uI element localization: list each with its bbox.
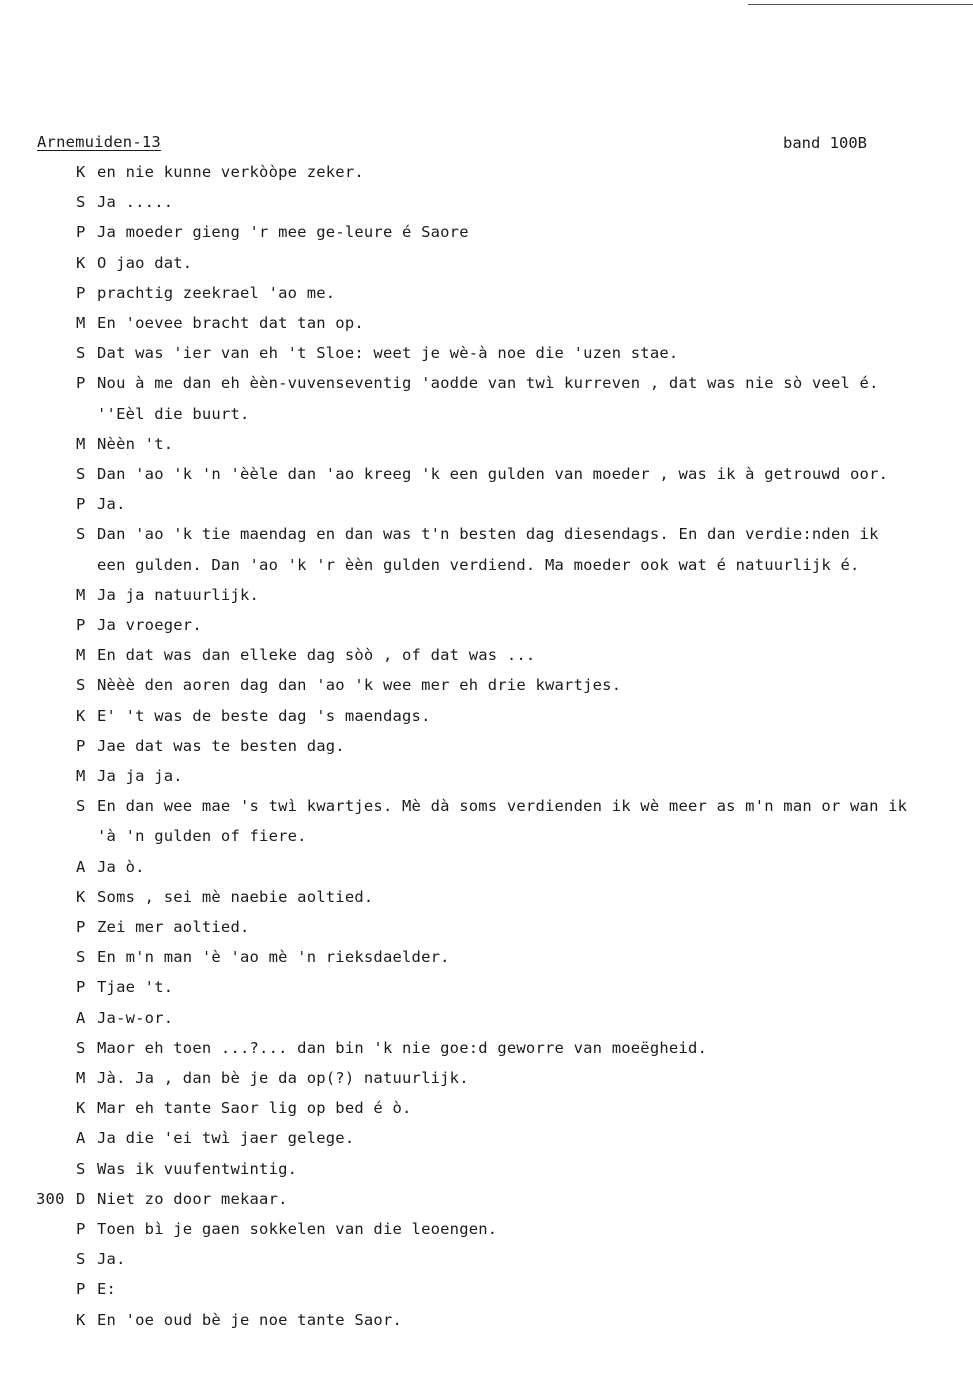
- line-number: 300: [36, 1189, 65, 1208]
- speaker-label: P: [76, 1220, 86, 1238]
- transcript-continuation: [0, 556, 973, 578]
- transcript-line: [0, 314, 973, 336]
- speaker-label: K: [76, 1310, 86, 1329]
- speaker-label: M: [76, 434, 86, 453]
- top-rule: [748, 4, 973, 5]
- speaker-label: M: [76, 1069, 86, 1087]
- transcript-line: [0, 586, 973, 608]
- utterance-text: Nèèè den aoren dag dan 'ao 'k wee mer eh drie kwartjes.: [97, 676, 622, 695]
- transcript-continuation: [0, 827, 973, 849]
- utterance-text: Ja.: [97, 495, 126, 514]
- utterance-text: Maor eh toen ...?... dan bin 'k nie goe:d geworre van moeëgheid.: [97, 1038, 708, 1057]
- speaker-label: K: [76, 163, 86, 181]
- speaker-label: K: [76, 1099, 86, 1118]
- speaker-label: D: [76, 1189, 86, 1208]
- transcript-line: [0, 1311, 973, 1333]
- speaker-label: A: [76, 1129, 86, 1148]
- transcript-line: [0, 163, 973, 185]
- speaker-label: S: [76, 948, 86, 967]
- speaker-label: M: [76, 585, 86, 604]
- transcript-line: [0, 918, 973, 940]
- speaker-label: P: [76, 1280, 86, 1299]
- speaker-label: P: [76, 374, 86, 393]
- transcript-line: [0, 767, 973, 789]
- utterance-text: Was ik vuufentwintig.: [97, 1159, 298, 1178]
- transcript-line: [0, 525, 973, 547]
- utterance-text: Ja ja ja.: [97, 767, 183, 785]
- transcript-line: [0, 888, 973, 910]
- transcript-line: [0, 495, 973, 517]
- utterance-text: Ja-w-or.: [97, 1008, 174, 1027]
- transcript-line: [0, 344, 973, 366]
- transcript-line: [0, 374, 973, 396]
- utterance-text: 'à 'n gulden of fiere.: [97, 827, 307, 846]
- speaker-label: K: [76, 253, 86, 272]
- speaker-label: P: [76, 283, 86, 302]
- speaker-label: P: [76, 918, 86, 936]
- transcript-line: [0, 254, 973, 276]
- transcript-line: [0, 797, 973, 819]
- transcript-line: [0, 1099, 973, 1121]
- utterance-text: Ja die 'ei twì jaer gelege.: [97, 1129, 355, 1148]
- utterance-text: E' 't was de beste dag 's maendags.: [97, 706, 431, 725]
- transcript-line: [0, 435, 973, 457]
- transcript-line: [0, 1190, 973, 1212]
- utterance-text: En 'oe oud bè je noe tante Saor.: [97, 1310, 403, 1329]
- utterance-text: Niet zo door mekaar.: [97, 1189, 288, 1208]
- utterance-text: En dan wee mae 's twì kwartjes. Mè dà soms verdienden ik wè meer as m'n man or wan ik: [97, 797, 908, 816]
- transcript-line: [0, 1039, 973, 1061]
- transcript-line: [0, 646, 973, 668]
- utterance-text: Ja vroeger.: [97, 616, 202, 634]
- utterance-text: Ja ò.: [97, 857, 145, 876]
- speaker-label: S: [76, 344, 86, 363]
- speaker-label: S: [76, 1250, 86, 1269]
- speaker-label: K: [76, 706, 86, 725]
- transcript-line: [0, 1160, 973, 1182]
- speaker-label: P: [76, 736, 86, 755]
- document-title: Arnemuiden-13: [37, 133, 161, 151]
- transcript-line: [0, 737, 973, 759]
- utterance-text: Ja ja natuurlijk.: [97, 585, 260, 604]
- transcript-line: [0, 978, 973, 1000]
- speaker-label: S: [76, 1159, 86, 1178]
- utterance-text: Jae dat was te besten dag.: [97, 736, 345, 755]
- utterance-text: Dan 'ao 'k 'n 'èèle dan 'ao kreeg 'k een gulden van moeder , was ik à getrouwd oor.: [97, 465, 889, 483]
- utterance-text: O jao dat.: [97, 253, 193, 272]
- utterance-text: E:: [97, 1280, 117, 1299]
- utterance-text: Ja.: [97, 1250, 126, 1269]
- transcript-line: [0, 223, 973, 245]
- utterance-text: Ja .....: [97, 193, 174, 212]
- transcript-line: [0, 1250, 973, 1272]
- speaker-label: P: [76, 223, 86, 242]
- speaker-label: P: [76, 495, 86, 514]
- utterance-text: prachtig zeekrael 'ao me.: [97, 283, 336, 302]
- transcript-line: [0, 465, 973, 487]
- utterance-text: En 'oevee bracht dat tan op.: [97, 314, 364, 332]
- speaker-label: S: [76, 1038, 86, 1057]
- transcript-line: [0, 1009, 973, 1031]
- transcript-line: [0, 193, 973, 215]
- speaker-label: A: [76, 1008, 86, 1027]
- speaker-label: P: [76, 978, 86, 997]
- transcript-line: [0, 1280, 973, 1302]
- utterance-text: Jà. Ja , dan bè je da op(?) natuurlijk.: [97, 1069, 469, 1087]
- utterance-text: Dat was 'ier van eh 't Sloe: weet je wè-à noe die 'uzen stae.: [97, 344, 679, 363]
- utterance-text: Zei mer aoltied.: [97, 918, 250, 936]
- band-label: band 100B: [783, 134, 867, 152]
- utterance-text: Nèèn 't.: [97, 434, 174, 453]
- utterance-text: En m'n man 'è 'ao mè 'n rieksdaelder.: [97, 948, 450, 967]
- utterance-text: Toen bì je gaen sokkelen van die leoengen.: [97, 1220, 498, 1238]
- speaker-label: A: [76, 857, 86, 876]
- utterance-text: En dat was dan elleke dag sòò , of dat was ...: [97, 646, 536, 665]
- speaker-label: S: [76, 676, 86, 695]
- transcript-line: [0, 1220, 973, 1242]
- speaker-label: S: [76, 797, 86, 816]
- utterance-text: Mar eh tante Saor lig op bed é ò.: [97, 1099, 412, 1118]
- speaker-label: M: [76, 767, 86, 785]
- transcript-line: [0, 284, 973, 306]
- speaker-label: S: [76, 525, 86, 544]
- transcript-line: [0, 676, 973, 698]
- speaker-label: M: [76, 646, 86, 665]
- speaker-label: M: [76, 314, 86, 332]
- transcript-line: [0, 858, 973, 880]
- speaker-label: P: [76, 616, 86, 634]
- utterance-text: ''Eèl die buurt.: [97, 404, 250, 423]
- utterance-text: Dan 'ao 'k tie maendag en dan was t'n besten dag diesendags. En dan verdie:nden ik: [97, 525, 879, 544]
- utterance-text: een gulden. Dan 'ao 'k 'r èèn gulden verdiend. Ma moeder ook wat é natuurlijk é.: [97, 555, 860, 574]
- utterance-text: Nou à me dan eh èèn-vuvenseventig 'aodde van twì kurreven , dat was nie sò veel é.: [97, 374, 879, 393]
- transcript-line: [0, 707, 973, 729]
- speaker-label: S: [76, 465, 86, 483]
- transcript-line: [0, 948, 973, 970]
- utterance-text: Tjae 't.: [97, 978, 174, 997]
- speaker-label: K: [76, 887, 86, 906]
- transcript-line: [0, 616, 973, 638]
- transcript-line: [0, 1129, 973, 1151]
- utterance-text: Soms , sei mè naebie aoltied.: [97, 887, 374, 906]
- utterance-text: Ja moeder gieng 'r mee ge-leure é Saore: [97, 223, 469, 242]
- transcript-line: [0, 1069, 973, 1091]
- transcript-continuation: [0, 405, 973, 427]
- utterance-text: en nie kunne verkòòpe zeker.: [97, 163, 364, 181]
- speaker-label: S: [76, 193, 86, 212]
